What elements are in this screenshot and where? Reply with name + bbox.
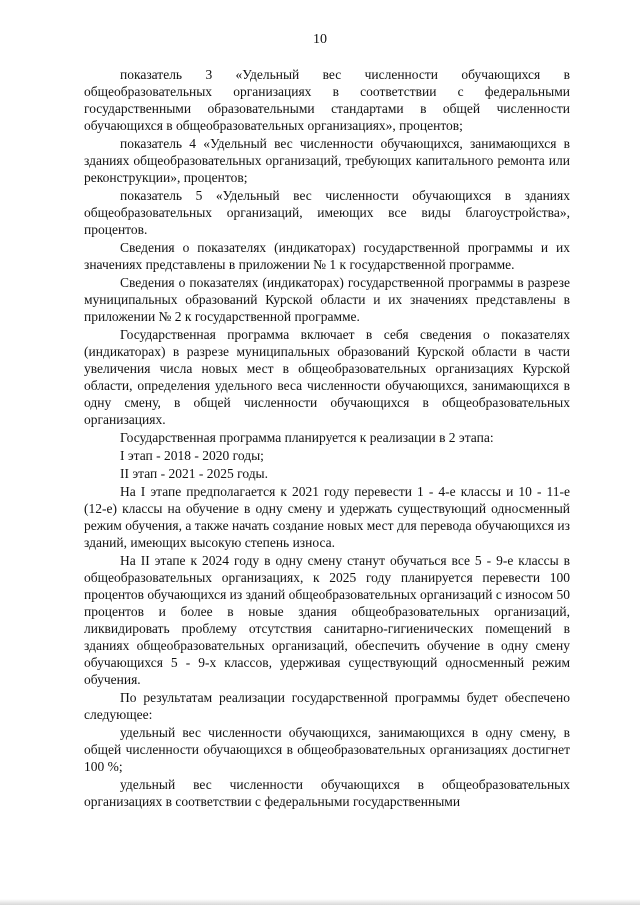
paragraph: Государственная программа включает в себя сведения о показателях (индикаторах) в разрезе муниципальных образований Курской области в части увеличения числа новых мест в общеобразовательных организациях Курской области, определения удельного веса численности обучающихся, занимающихся в одну смену, в общей численности обучающихся в общеобразовательных организациях.	[84, 327, 570, 427]
paragraph: удельный вес численности обучающихся, занимающихся в одну смену, в общей численности обучающихся в общеобразовательных организациях достигнет 100 %;	[84, 725, 570, 774]
paragraph: Сведения о показателях (индикаторах) государственной программы в разрезе муниципальных образований Курской области и их значениях представлены в приложении № 2 к государственной программе.	[84, 275, 570, 324]
page-number: 10	[313, 32, 327, 47]
paragraph: I этап - 2018 - 2020 годы;	[120, 448, 264, 463]
paragraph: показатель 4 «Удельный вес численности обучающихся, занимающихся в зданиях общеобразовательных организаций, требующих капитального ремонта или реконструкции», процентов;	[84, 136, 570, 185]
scan-edge	[0, 899, 640, 905]
body-text	[84, 66, 570, 811]
paragraph: По результатам реализации государственной программы будет обеспечено следующее:	[84, 690, 570, 722]
paragraph: II этап - 2021 - 2025 годы.	[120, 466, 269, 481]
paragraph: показатель 5 «Удельный вес численности обучающихся в зданиях общеобразовательных организаций, имеющих все виды благоустройства», процентов.	[84, 188, 570, 237]
paragraph: На I этапе предполагается к 2021 году перевести 1 - 4-е классы и 10 - 11-е (12-е) классы на обучение в одну смену и удержать существующий односменный режим обучения, а также начать создание новых мест для перевода обучающихся из зданий, имеющих высокую степень износа.	[84, 484, 570, 550]
paragraph: На II этапе к 2024 году в одну смену станут обучаться все 5 - 9-е классы в общеобразовательных организациях, к 2025 году планируется перевести 100 процентов обучающихся из зданий общеобразовательных организаций с износом 50 процентов и более в новые здания общеобразовательных организаций, ликвидировать проблему отсутствия санитарно-гигиенических помещений в зданиях общеобразовательных организаций, обеспечить обучение в одну смену обучающихся 5 - 9-х классов, удерживая существующий односменный режим обучения.	[84, 553, 570, 687]
paragraph: показатель 3 «Удельный вес численности обучающихся в общеобразовательных организациях в соответствии с федеральными государственными образовательными стандартами в общей численности обучающихся в общеобразовательных организациях», процентов;	[84, 67, 570, 133]
paragraph: Сведения о показателях (индикаторах) государственной программы и их значениях представлены в приложении № 1 к государственной программе.	[84, 240, 570, 272]
paragraph: Государственная программа планируется к реализации в 2 этапа:	[120, 430, 494, 445]
paragraph: удельный вес численности обучающихся в общеобразовательных организациях в соответствии с федеральными государственными	[84, 777, 570, 809]
